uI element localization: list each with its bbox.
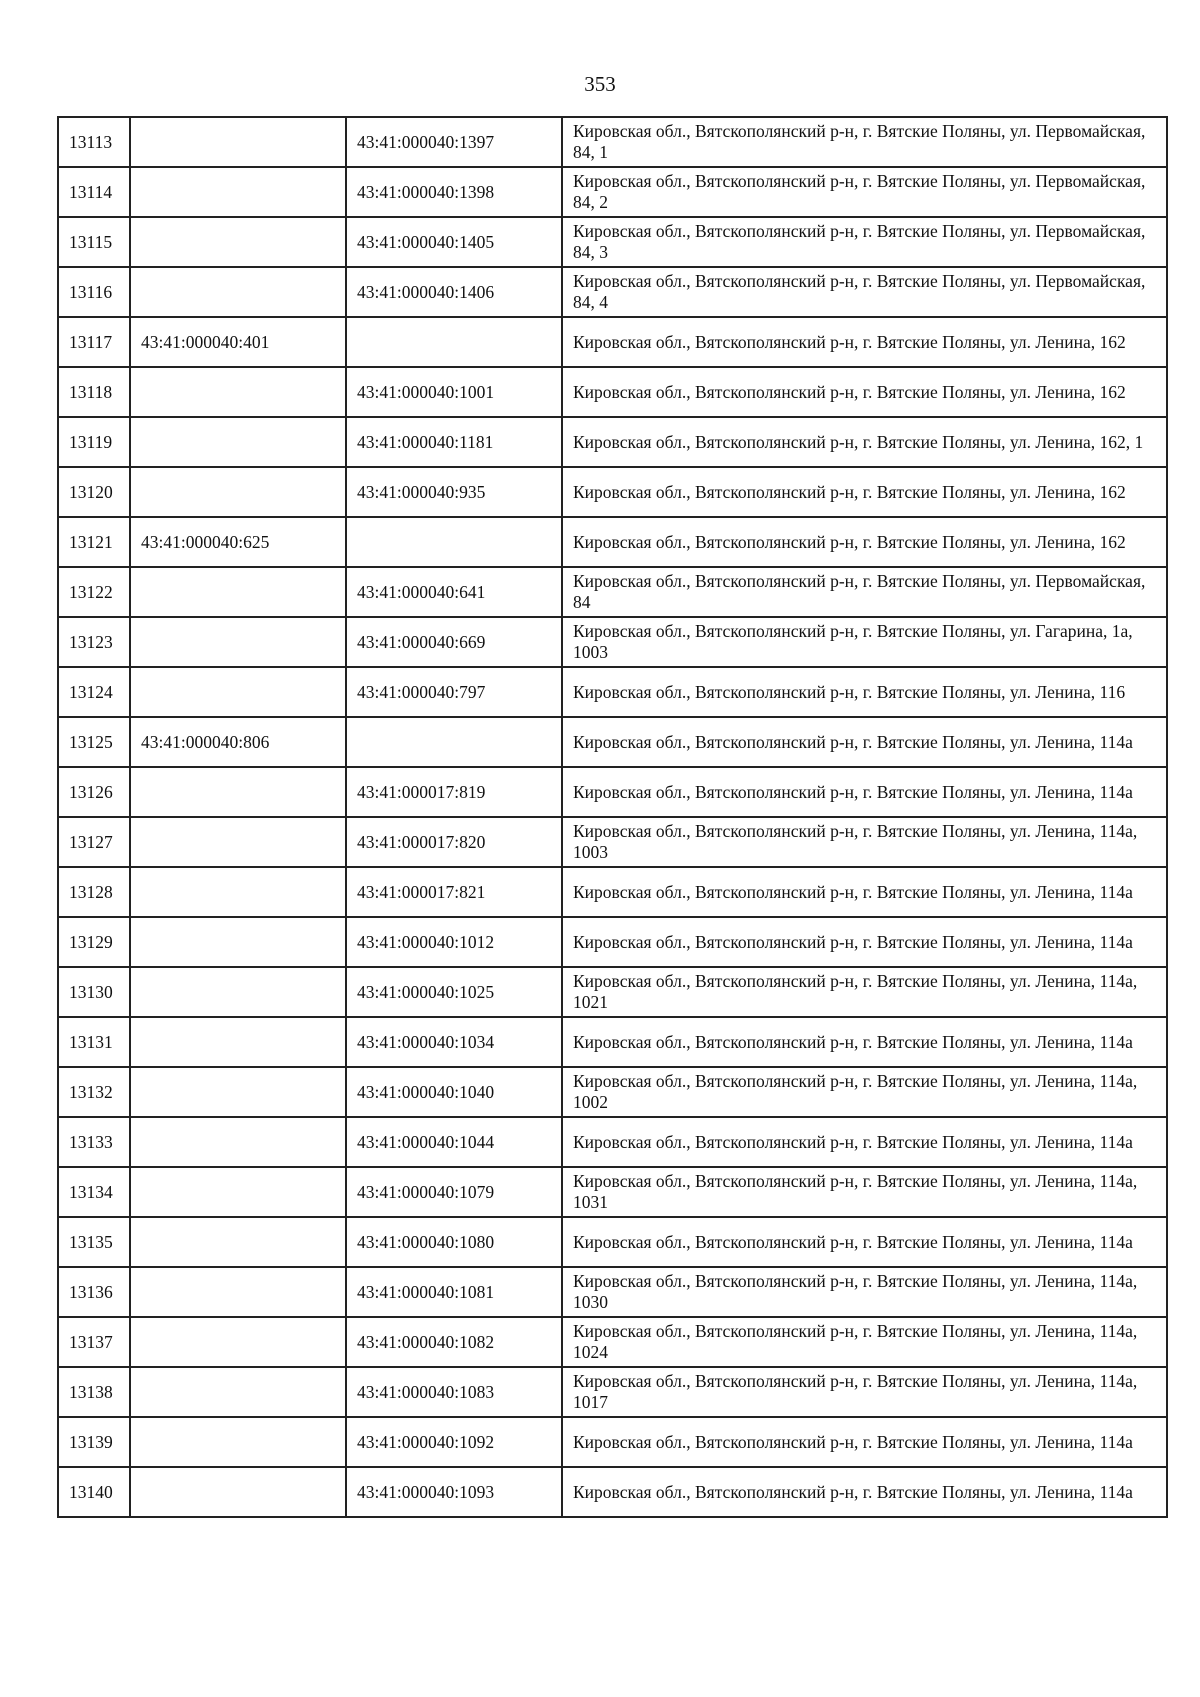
building-cadastral-cell: 43:41:000040:1093 (346, 1467, 562, 1517)
address-cell: Кировская обл., Вятскополянский р-н, г. Вятские Поляны, ул. Ленина, 162 (562, 317, 1167, 367)
table-row (58, 517, 1167, 567)
building-cadastral-cell: 43:41:000040:1082 (346, 1317, 562, 1367)
land-cadastral-cell (130, 967, 346, 1017)
row-number-cell: 13128 (58, 867, 130, 917)
land-cadastral-cell (130, 917, 346, 967)
land-cadastral-cell (130, 217, 346, 267)
building-cadastral-cell: 43:41:000040:1001 (346, 367, 562, 417)
row-number-cell: 13119 (58, 417, 130, 467)
land-cadastral-cell (130, 867, 346, 917)
table-row (58, 817, 1167, 867)
table-row (58, 267, 1167, 317)
table-row (58, 1267, 1167, 1317)
building-cadastral-cell: 43:41:000017:819 (346, 767, 562, 817)
table-row (58, 1367, 1167, 1417)
row-number-cell: 13117 (58, 317, 130, 367)
table-row (58, 467, 1167, 517)
table-row (58, 567, 1167, 617)
building-cadastral-cell: 43:41:000040:1398 (346, 167, 562, 217)
address-cell: Кировская обл., Вятскополянский р-н, г. Вятские Поляны, ул. Ленина, 114а, 1030 (562, 1267, 1167, 1317)
row-number-cell: 13136 (58, 1267, 130, 1317)
building-cadastral-cell: 43:41:000040:669 (346, 617, 562, 667)
row-number-cell: 13124 (58, 667, 130, 717)
land-cadastral-cell (130, 817, 346, 867)
land-cadastral-cell (130, 117, 346, 167)
address-cell: Кировская обл., Вятскополянский р-н, г. Вятские Поляны, ул. Ленина, 114а (562, 717, 1167, 767)
table-row (58, 167, 1167, 217)
address-cell: Кировская обл., Вятскополянский р-н, г. Вятские Поляны, ул. Первомайская, 84 (562, 567, 1167, 617)
table-row (58, 1167, 1167, 1217)
building-cadastral-cell: 43:41:000017:821 (346, 867, 562, 917)
address-cell: Кировская обл., Вятскополянский р-н, г. Вятские Поляны, ул. Первомайская, 84, 1 (562, 117, 1167, 167)
building-cadastral-cell: 43:41:000040:1397 (346, 117, 562, 167)
land-cadastral-cell (130, 1017, 346, 1067)
address-cell: Кировская обл., Вятскополянский р-н, г. Вятские Поляны, ул. Ленина, 114а (562, 1467, 1167, 1517)
building-cadastral-cell (346, 517, 562, 567)
row-number-cell: 13139 (58, 1417, 130, 1467)
address-cell: Кировская обл., Вятскополянский р-н, г. Вятские Поляны, ул. Первомайская, 84, 3 (562, 217, 1167, 267)
address-cell: Кировская обл., Вятскополянский р-н, г. Вятские Поляны, ул. Ленина, 162 (562, 467, 1167, 517)
address-cell: Кировская обл., Вятскополянский р-н, г. Вятские Поляны, ул. Ленина, 114а (562, 767, 1167, 817)
land-cadastral-cell (130, 767, 346, 817)
row-number-cell: 13133 (58, 1117, 130, 1167)
building-cadastral-cell: 43:41:000040:1012 (346, 917, 562, 967)
building-cadastral-cell: 43:41:000017:820 (346, 817, 562, 867)
building-cadastral-cell: 43:41:000040:1080 (346, 1217, 562, 1267)
row-number-cell: 13115 (58, 217, 130, 267)
address-cell: Кировская обл., Вятскополянский р-н, г. Вятские Поляны, ул. Ленина, 162 (562, 517, 1167, 567)
page-number: 353 (584, 72, 616, 96)
row-number-cell: 13125 (58, 717, 130, 767)
address-cell: Кировская обл., Вятскополянский р-н, г. Вятские Поляны, ул. Ленина, 114а (562, 917, 1167, 967)
building-cadastral-cell: 43:41:000040:641 (346, 567, 562, 617)
land-cadastral-cell (130, 667, 346, 717)
address-cell: Кировская обл., Вятскополянский р-н, г. Вятские Поляны, ул. Ленина, 114а (562, 1017, 1167, 1067)
table-row (58, 1017, 1167, 1067)
table-row (58, 667, 1167, 717)
table-row (58, 867, 1167, 917)
building-cadastral-cell: 43:41:000040:1405 (346, 217, 562, 267)
row-number-cell: 13127 (58, 817, 130, 867)
building-cadastral-cell: 43:41:000040:1083 (346, 1367, 562, 1417)
table-row (58, 717, 1167, 767)
row-number-cell: 13114 (58, 167, 130, 217)
land-cadastral-cell: 43:41:000040:401 (130, 317, 346, 367)
land-cadastral-cell (130, 1167, 346, 1217)
address-cell: Кировская обл., Вятскополянский р-н, г. Вятские Поляны, ул. Ленина, 162 (562, 367, 1167, 417)
table-row (58, 317, 1167, 367)
building-cadastral-cell: 43:41:000040:1181 (346, 417, 562, 467)
table-row (58, 217, 1167, 267)
land-cadastral-cell: 43:41:000040:625 (130, 517, 346, 567)
address-cell: Кировская обл., Вятскополянский р-н, г. Вятские Поляны, ул. Ленина, 114а (562, 1417, 1167, 1467)
address-cell: Кировская обл., Вятскополянский р-н, г. Вятские Поляны, ул. Ленина, 114а, 1021 (562, 967, 1167, 1017)
row-number-cell: 13135 (58, 1217, 130, 1267)
row-number-cell: 13113 (58, 117, 130, 167)
address-cell: Кировская обл., Вятскополянский р-н, г. Вятские Поляны, ул. Ленина, 114а (562, 867, 1167, 917)
registry-table (57, 116, 1168, 1518)
building-cadastral-cell (346, 717, 562, 767)
land-cadastral-cell (130, 567, 346, 617)
building-cadastral-cell: 43:41:000040:1092 (346, 1417, 562, 1467)
land-cadastral-cell (130, 1067, 346, 1117)
land-cadastral-cell (130, 1217, 346, 1267)
land-cadastral-cell (130, 267, 346, 317)
address-cell: Кировская обл., Вятскополянский р-н, г. Вятские Поляны, ул. Ленина, 114а (562, 1117, 1167, 1167)
table-row (58, 767, 1167, 817)
address-cell: Кировская обл., Вятскополянский р-н, г. Вятские Поляны, ул. Гагарина, 1а, 1003 (562, 617, 1167, 667)
row-number-cell: 13129 (58, 917, 130, 967)
address-cell: Кировская обл., Вятскополянский р-н, г. Вятские Поляны, ул. Ленина, 114а, 1003 (562, 817, 1167, 867)
row-number-cell: 13137 (58, 1317, 130, 1367)
land-cadastral-cell (130, 617, 346, 667)
table-row (58, 1417, 1167, 1467)
table-row (58, 117, 1167, 167)
row-number-cell: 13120 (58, 467, 130, 517)
address-cell: Кировская обл., Вятскополянский р-н, г. Вятские Поляны, ул. Первомайская, 84, 2 (562, 167, 1167, 217)
building-cadastral-cell: 43:41:000040:1034 (346, 1017, 562, 1067)
row-number-cell: 13126 (58, 767, 130, 817)
building-cadastral-cell: 43:41:000040:1079 (346, 1167, 562, 1217)
table-row (58, 917, 1167, 967)
land-cadastral-cell (130, 1417, 346, 1467)
address-cell: Кировская обл., Вятскополянский р-н, г. Вятские Поляны, ул. Ленина, 114а, 1031 (562, 1167, 1167, 1217)
table-row (58, 1317, 1167, 1367)
row-number-cell: 13123 (58, 617, 130, 667)
row-number-cell: 13131 (58, 1017, 130, 1067)
table-row (58, 1067, 1167, 1117)
land-cadastral-cell (130, 1467, 346, 1517)
row-number-cell: 13132 (58, 1067, 130, 1117)
land-cadastral-cell (130, 167, 346, 217)
land-cadastral-cell (130, 467, 346, 517)
table-row (58, 1117, 1167, 1167)
land-cadastral-cell: 43:41:000040:806 (130, 717, 346, 767)
row-number-cell: 13118 (58, 367, 130, 417)
address-cell: Кировская обл., Вятскополянский р-н, г. Вятские Поляны, ул. Ленина, 116 (562, 667, 1167, 717)
table-row (58, 417, 1167, 467)
land-cadastral-cell (130, 1267, 346, 1317)
row-number-cell: 13122 (58, 567, 130, 617)
row-number-cell: 13138 (58, 1367, 130, 1417)
land-cadastral-cell (130, 417, 346, 467)
building-cadastral-cell: 43:41:000040:1081 (346, 1267, 562, 1317)
row-number-cell: 13140 (58, 1467, 130, 1517)
table-row (58, 1467, 1167, 1517)
table-row (58, 367, 1167, 417)
address-cell: Кировская обл., Вятскополянский р-н, г. Вятские Поляны, ул. Ленина, 114а, 1017 (562, 1367, 1167, 1417)
row-number-cell: 13130 (58, 967, 130, 1017)
land-cadastral-cell (130, 1367, 346, 1417)
row-number-cell: 13116 (58, 267, 130, 317)
land-cadastral-cell (130, 367, 346, 417)
building-cadastral-cell (346, 317, 562, 367)
address-cell: Кировская обл., Вятскополянский р-н, г. Вятские Поляны, ул. Ленина, 114а (562, 1217, 1167, 1267)
building-cadastral-cell: 43:41:000040:1406 (346, 267, 562, 317)
building-cadastral-cell: 43:41:000040:935 (346, 467, 562, 517)
address-cell: Кировская обл., Вятскополянский р-н, г. Вятские Поляны, ул. Ленина, 162, 1 (562, 417, 1167, 467)
building-cadastral-cell: 43:41:000040:797 (346, 667, 562, 717)
row-number-cell: 13134 (58, 1167, 130, 1217)
table-row (58, 617, 1167, 667)
building-cadastral-cell: 43:41:000040:1040 (346, 1067, 562, 1117)
building-cadastral-cell: 43:41:000040:1025 (346, 967, 562, 1017)
address-cell: Кировская обл., Вятскополянский р-н, г. Вятские Поляны, ул. Первомайская, 84, 4 (562, 267, 1167, 317)
land-cadastral-cell (130, 1117, 346, 1167)
address-cell: Кировская обл., Вятскополянский р-н, г. Вятские Поляны, ул. Ленина, 114а, 1024 (562, 1317, 1167, 1367)
address-cell: Кировская обл., Вятскополянский р-н, г. Вятские Поляны, ул. Ленина, 114а, 1002 (562, 1067, 1167, 1117)
table-row (58, 1217, 1167, 1267)
registry-table-body (58, 117, 1167, 1517)
land-cadastral-cell (130, 1317, 346, 1367)
row-number-cell: 13121 (58, 517, 130, 567)
building-cadastral-cell: 43:41:000040:1044 (346, 1117, 562, 1167)
table-row (58, 967, 1167, 1017)
